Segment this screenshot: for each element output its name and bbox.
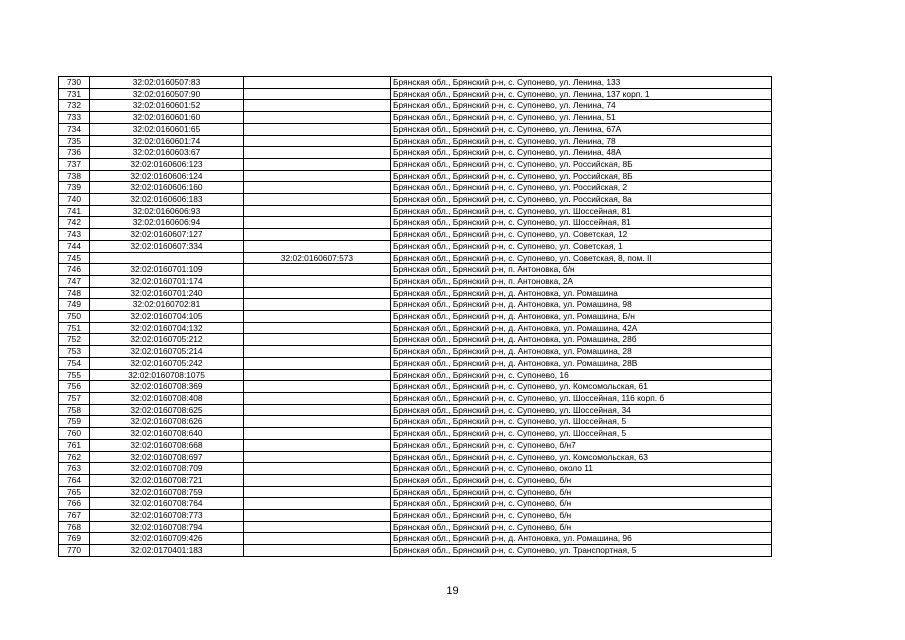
premises-cadastral-number-cell bbox=[244, 135, 391, 147]
row-number-cell: 766 bbox=[59, 498, 90, 510]
row-number-cell: 755 bbox=[59, 369, 90, 381]
table-row bbox=[59, 182, 772, 194]
address-cell: Брянская обл., Брянский р-н, с. Супонево, ул. Шоссейная, 81 bbox=[391, 217, 772, 229]
premises-cadastral-number-cell bbox=[244, 545, 391, 557]
cadastral-number-cell: 32:02:0160507:83 bbox=[90, 77, 244, 89]
premises-cadastral-number-cell bbox=[244, 275, 391, 287]
cadastral-number-cell: 32:02:0160705:242 bbox=[90, 357, 244, 369]
premises-cadastral-number-cell bbox=[244, 311, 391, 323]
table-row bbox=[59, 498, 772, 510]
premises-cadastral-number-cell bbox=[244, 170, 391, 182]
premises-cadastral-number-cell bbox=[244, 205, 391, 217]
cadastral-number-cell: 32:02:0160708:759 bbox=[90, 486, 244, 498]
table-row bbox=[59, 217, 772, 229]
row-number-cell: 742 bbox=[59, 217, 90, 229]
cadastral-number-cell: 32:02:0160708:697 bbox=[90, 451, 244, 463]
cadastral-number-cell: 32:02:0160708:668 bbox=[90, 439, 244, 451]
table-row bbox=[59, 299, 772, 311]
address-cell: Брянская обл., Брянский р-н, с. Супонево, ул. Ленина, 48А bbox=[391, 147, 772, 159]
premises-cadastral-number-cell bbox=[244, 486, 391, 498]
table-row bbox=[59, 112, 772, 124]
row-number-cell: 731 bbox=[59, 88, 90, 100]
row-number-cell: 754 bbox=[59, 357, 90, 369]
row-number-cell: 765 bbox=[59, 486, 90, 498]
row-number-cell: 741 bbox=[59, 205, 90, 217]
row-number-cell: 734 bbox=[59, 123, 90, 135]
cadastral-number-cell: 32:02:0160704:132 bbox=[90, 322, 244, 334]
premises-cadastral-number-cell bbox=[244, 498, 391, 510]
address-cell: Брянская обл., Брянский р-н, с. Супонево, ул. Советская, 1 bbox=[391, 240, 772, 252]
address-cell: Брянская обл., Брянский р-н, с. Супонево, 16 bbox=[391, 369, 772, 381]
table-row bbox=[59, 416, 772, 428]
cadastral-number-cell: 32:02:0160708:721 bbox=[90, 474, 244, 486]
premises-cadastral-number-cell bbox=[244, 404, 391, 416]
cadastral-number-cell: 32:02:0160701:240 bbox=[90, 287, 244, 299]
address-cell: Брянская обл., Брянский р-н, с. Супонево, ул. Ленина, 78 bbox=[391, 135, 772, 147]
premises-cadastral-number-cell bbox=[244, 77, 391, 89]
cadastral-number-cell: 32:02:0160709:426 bbox=[90, 533, 244, 545]
premises-cadastral-number-cell bbox=[244, 533, 391, 545]
row-number-cell: 770 bbox=[59, 545, 90, 557]
cadastral-number-cell: 32:02:0160607:127 bbox=[90, 229, 244, 241]
cadastral-number-cell: 32:02:0160708:408 bbox=[90, 392, 244, 404]
address-cell: Брянская обл., Брянский р-н, п. Антоновка, б/н bbox=[391, 264, 772, 276]
address-cell: Брянская обл., Брянский р-н, с. Супонево, ул. Шоссейная, 5 bbox=[391, 428, 772, 440]
premises-cadastral-number-cell bbox=[244, 474, 391, 486]
row-number-cell: 762 bbox=[59, 451, 90, 463]
table-row bbox=[59, 334, 772, 346]
cadastral-number-cell: 32:02:0160601:74 bbox=[90, 135, 244, 147]
address-cell: Брянская обл., Брянский р-н, с. Супонево, ул. Ленина, 137 корп. 1 bbox=[391, 88, 772, 100]
row-number-cell: 743 bbox=[59, 229, 90, 241]
address-cell: Брянская обл., Брянский р-н, с. Супонево, ул. Комсомольская, 63 bbox=[391, 451, 772, 463]
row-number-cell: 769 bbox=[59, 533, 90, 545]
cadastral-number-cell: 32:02:0160708:640 bbox=[90, 428, 244, 440]
address-cell: Брянская обл., Брянский р-н, с. Супонево, ул. Ленина, 74 bbox=[391, 100, 772, 112]
address-cell: Брянская обл., Брянский р-н, д. Антоновка, ул. Ромашина bbox=[391, 287, 772, 299]
row-number-cell: 738 bbox=[59, 170, 90, 182]
address-cell: Брянская обл., Брянский р-н, д. Антоновка, ул. Ромашина, 28 bbox=[391, 346, 772, 358]
row-number-cell: 763 bbox=[59, 463, 90, 475]
address-cell: Брянская обл., Брянский р-н, с. Супонево, б/н bbox=[391, 474, 772, 486]
cadastral-number-cell: 32:02:0160606:160 bbox=[90, 182, 244, 194]
cadastral-number-cell: 32:02:0160606:124 bbox=[90, 170, 244, 182]
premises-cadastral-number-cell bbox=[244, 100, 391, 112]
row-number-cell: 735 bbox=[59, 135, 90, 147]
premises-cadastral-number-cell bbox=[244, 369, 391, 381]
row-number-cell: 737 bbox=[59, 158, 90, 170]
address-cell: Брянская обл., Брянский р-н, с. Супонево, ул. Транспортная, 5 bbox=[391, 545, 772, 557]
table-row bbox=[59, 322, 772, 334]
address-cell: Брянская обл., Брянский р-н, с. Супонево, ул. Российская, 8Б bbox=[391, 170, 772, 182]
cadastral-number-cell: 32:02:0160701:174 bbox=[90, 275, 244, 287]
table-row bbox=[59, 264, 772, 276]
address-cell: Брянская обл., Брянский р-н, с. Супонево, ул. Советская, 8, пом. II bbox=[391, 252, 772, 264]
row-number-cell: 757 bbox=[59, 392, 90, 404]
table-row bbox=[59, 463, 772, 475]
premises-cadastral-number-cell bbox=[244, 112, 391, 124]
table-row bbox=[59, 428, 772, 440]
table-row bbox=[59, 369, 772, 381]
row-number-cell: 749 bbox=[59, 299, 90, 311]
cadastral-number-cell: 32:02:0160708:794 bbox=[90, 521, 244, 533]
table-row bbox=[59, 275, 772, 287]
table-row bbox=[59, 205, 772, 217]
address-cell: Брянская обл., Брянский р-н, с. Супонево, около 11 bbox=[391, 463, 772, 475]
address-cell: Брянская обл., Брянский р-н, с. Супонево, ул. Ленина, 51 bbox=[391, 112, 772, 124]
cadastral-number-cell: 32:02:0160507:90 bbox=[90, 88, 244, 100]
premises-cadastral-number-cell bbox=[244, 322, 391, 334]
premises-cadastral-number-cell bbox=[244, 123, 391, 135]
cadastral-number-cell: 32:02:0160708:764 bbox=[90, 498, 244, 510]
table-row bbox=[59, 545, 772, 557]
address-cell: Брянская обл., Брянский р-н, с. Супонево, ул. Шоссейная, 81 bbox=[391, 205, 772, 217]
address-cell: Брянская обл., Брянский р-н, с. Супонево, б/н bbox=[391, 521, 772, 533]
premises-cadastral-number-cell bbox=[244, 381, 391, 393]
premises-cadastral-number-cell bbox=[244, 182, 391, 194]
address-cell: Брянская обл., Брянский р-н, д. Антоновка, ул. Ромашина, 42А bbox=[391, 322, 772, 334]
table-row bbox=[59, 474, 772, 486]
table-row bbox=[59, 357, 772, 369]
address-cell: Брянская обл., Брянский р-н, п. Антоновка, 2А bbox=[391, 275, 772, 287]
premises-cadastral-number-cell bbox=[244, 428, 391, 440]
row-number-cell: 767 bbox=[59, 510, 90, 522]
row-number-cell: 768 bbox=[59, 521, 90, 533]
row-number-cell: 739 bbox=[59, 182, 90, 194]
table-row bbox=[59, 158, 772, 170]
address-cell: Брянская обл., Брянский р-н, д. Антоновка, ул. Ромашина, Б/н bbox=[391, 311, 772, 323]
table-row bbox=[59, 88, 772, 100]
premises-cadastral-number-cell bbox=[244, 357, 391, 369]
address-cell: Брянская обл., Брянский р-н, д. Антоновка, ул. Ромашина, 98 bbox=[391, 299, 772, 311]
premises-cadastral-number-cell bbox=[244, 463, 391, 475]
table-row bbox=[59, 346, 772, 358]
cadastral-number-cell: 32:02:0160708:625 bbox=[90, 404, 244, 416]
cadastral-number-cell: 32:02:0160708:626 bbox=[90, 416, 244, 428]
row-number-cell: 747 bbox=[59, 275, 90, 287]
table-row bbox=[59, 392, 772, 404]
premises-cadastral-number-cell bbox=[244, 346, 391, 358]
cadastral-number-cell: 32:02:0160607:334 bbox=[90, 240, 244, 252]
table-row bbox=[59, 240, 772, 252]
row-number-cell: 740 bbox=[59, 194, 90, 206]
premises-cadastral-number-cell bbox=[244, 510, 391, 522]
cadastral-number-cell: 32:02:0160601:60 bbox=[90, 112, 244, 124]
cadastral-number-cell: 32:02:0160601:65 bbox=[90, 123, 244, 135]
row-number-cell: 732 bbox=[59, 100, 90, 112]
table-row bbox=[59, 229, 772, 241]
table-row bbox=[59, 194, 772, 206]
cadastral-number-cell: 32:02:0160702:81 bbox=[90, 299, 244, 311]
cadastral-number-cell: 32:02:0160601:52 bbox=[90, 100, 244, 112]
table-row bbox=[59, 439, 772, 451]
premises-cadastral-number-cell bbox=[244, 334, 391, 346]
cadastral-number-cell: 32:02:0160701:109 bbox=[90, 264, 244, 276]
table-row bbox=[59, 135, 772, 147]
cadastral-number-cell: 32:02:0160708:773 bbox=[90, 510, 244, 522]
premises-cadastral-number-cell bbox=[244, 416, 391, 428]
premises-cadastral-number-cell bbox=[244, 194, 391, 206]
row-number-cell: 752 bbox=[59, 334, 90, 346]
table-row bbox=[59, 252, 772, 264]
table-row bbox=[59, 123, 772, 135]
premises-cadastral-number-cell bbox=[244, 392, 391, 404]
table-row bbox=[59, 510, 772, 522]
cadastral-number-cell: 32:02:0160708:1075 bbox=[90, 369, 244, 381]
premises-cadastral-number-cell bbox=[244, 439, 391, 451]
row-number-cell: 756 bbox=[59, 381, 90, 393]
row-number-cell: 750 bbox=[59, 311, 90, 323]
address-cell: Брянская обл., Брянский р-н, д. Антоновка, ул. Ромашина, 28В bbox=[391, 357, 772, 369]
premises-cadastral-number-cell bbox=[244, 147, 391, 159]
row-number-cell: 758 bbox=[59, 404, 90, 416]
row-number-cell: 759 bbox=[59, 416, 90, 428]
table-row bbox=[59, 404, 772, 416]
table-row bbox=[59, 521, 772, 533]
cadastral-number-cell bbox=[90, 252, 244, 264]
cadastral-number-cell: 32:02:0160708:709 bbox=[90, 463, 244, 475]
premises-cadastral-number-cell bbox=[244, 240, 391, 252]
address-cell: Брянская обл., Брянский р-н, с. Супонево, ул. Российская, 8Б bbox=[391, 158, 772, 170]
cadastral-number-cell: 32:02:0170401:183 bbox=[90, 545, 244, 557]
premises-cadastral-number-cell bbox=[244, 264, 391, 276]
address-cell: Брянская обл., Брянский р-н, с. Супонево, б/н bbox=[391, 486, 772, 498]
row-number-cell: 736 bbox=[59, 147, 90, 159]
row-number-cell: 730 bbox=[59, 77, 90, 89]
cadastral-number-cell: 32:02:0160606:93 bbox=[90, 205, 244, 217]
address-cell: Брянская обл., Брянский р-н, с. Супонево, б/н7 bbox=[391, 439, 772, 451]
premises-cadastral-number-cell bbox=[244, 299, 391, 311]
address-cell: Брянская обл., Брянский р-н, с. Супонево, ул. Российская, 2 bbox=[391, 182, 772, 194]
table-row bbox=[59, 170, 772, 182]
premises-cadastral-number-cell: 32:02:0160607:573 bbox=[244, 252, 391, 264]
premises-cadastral-number-cell bbox=[244, 287, 391, 299]
cadastral-number-cell: 32:02:0160704:105 bbox=[90, 311, 244, 323]
row-number-cell: 733 bbox=[59, 112, 90, 124]
register-table-body bbox=[59, 77, 772, 557]
address-cell: Брянская обл., Брянский р-н, с. Супонево, ул. Советская, 12 bbox=[391, 229, 772, 241]
table-row bbox=[59, 100, 772, 112]
cadastral-number-cell: 32:02:0160708:369 bbox=[90, 381, 244, 393]
address-cell: Брянская обл., Брянский р-н, с. Супонево, ул. Ленина, 133 bbox=[391, 77, 772, 89]
address-cell: Брянская обл., Брянский р-н, с. Супонево, ул. Шоссейная, 5 bbox=[391, 416, 772, 428]
table-row bbox=[59, 533, 772, 545]
cadastral-register-table bbox=[58, 76, 772, 557]
cadastral-number-cell: 32:02:0160603:67 bbox=[90, 147, 244, 159]
row-number-cell: 753 bbox=[59, 346, 90, 358]
address-cell: Брянская обл., Брянский р-н, с. Супонево, ул. Шоссейная, 116 корп. б bbox=[391, 392, 772, 404]
premises-cadastral-number-cell bbox=[244, 88, 391, 100]
table-row bbox=[59, 486, 772, 498]
cadastral-number-cell: 32:02:0160606:183 bbox=[90, 194, 244, 206]
row-number-cell: 751 bbox=[59, 322, 90, 334]
cadastral-number-cell: 32:02:0160705:214 bbox=[90, 346, 244, 358]
address-cell: Брянская обл., Брянский р-н, с. Супонево, ул. Ленина, 67А bbox=[391, 123, 772, 135]
cadastral-number-cell: 32:02:0160606:94 bbox=[90, 217, 244, 229]
table-row bbox=[59, 287, 772, 299]
address-cell: Брянская обл., Брянский р-н, с. Супонево, ул. Комсомольская, 61 bbox=[391, 381, 772, 393]
address-cell: Брянская обл., Брянский р-н, д. Антоновка, ул. Ромашина, 28б bbox=[391, 334, 772, 346]
page-number: 19 bbox=[446, 585, 459, 597]
table-row bbox=[59, 311, 772, 323]
row-number-cell: 748 bbox=[59, 287, 90, 299]
row-number-cell: 746 bbox=[59, 264, 90, 276]
address-cell: Брянская обл., Брянский р-н, с. Супонево, б/н bbox=[391, 498, 772, 510]
table-row bbox=[59, 451, 772, 463]
premises-cadastral-number-cell bbox=[244, 217, 391, 229]
premises-cadastral-number-cell bbox=[244, 521, 391, 533]
table-row bbox=[59, 147, 772, 159]
address-cell: Брянская обл., Брянский р-н, с. Супонево, б/н bbox=[391, 510, 772, 522]
premises-cadastral-number-cell bbox=[244, 451, 391, 463]
premises-cadastral-number-cell bbox=[244, 158, 391, 170]
address-cell: Брянская обл., Брянский р-н, с. Супонево, ул. Российская, 8а bbox=[391, 194, 772, 206]
table-row bbox=[59, 381, 772, 393]
cadastral-number-cell: 32:02:0160606:123 bbox=[90, 158, 244, 170]
table-row bbox=[59, 77, 772, 89]
row-number-cell: 760 bbox=[59, 428, 90, 440]
address-cell: Брянская обл., Брянский р-н, с. Супонево, ул. Шоссейная, 34 bbox=[391, 404, 772, 416]
row-number-cell: 761 bbox=[59, 439, 90, 451]
cadastral-number-cell: 32:02:0160705:212 bbox=[90, 334, 244, 346]
row-number-cell: 764 bbox=[59, 474, 90, 486]
premises-cadastral-number-cell bbox=[244, 229, 391, 241]
row-number-cell: 745 bbox=[59, 252, 90, 264]
address-cell: Брянская обл., Брянский р-н, д. Антоновка, ул. Ромашина, 96 bbox=[391, 533, 772, 545]
row-number-cell: 744 bbox=[59, 240, 90, 252]
